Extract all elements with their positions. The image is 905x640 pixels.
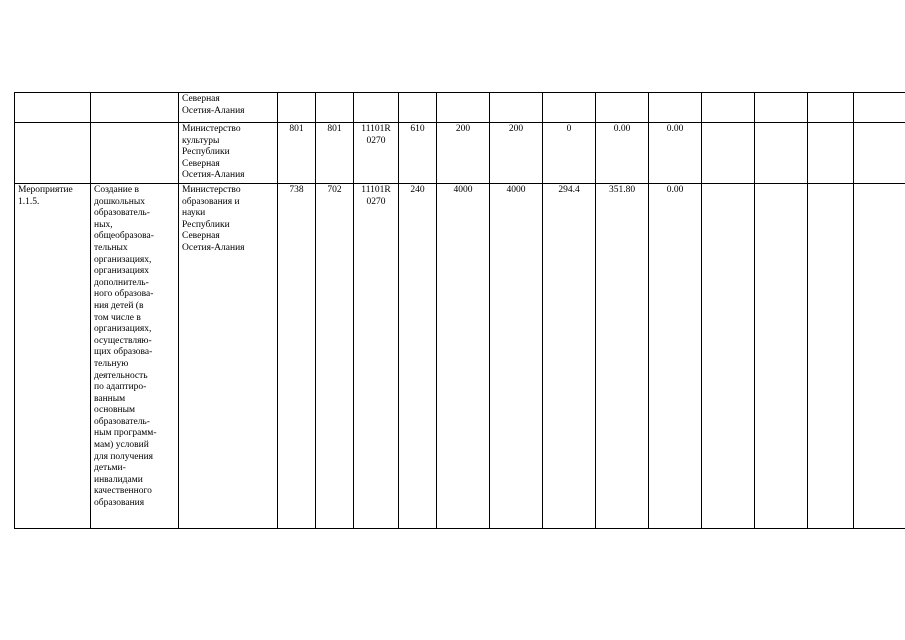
value-cell [278, 93, 316, 123]
table-row [15, 184, 905, 529]
value-cell [854, 184, 905, 529]
budget-table [14, 92, 905, 529]
value-cell [399, 93, 437, 123]
value-cell [702, 184, 755, 529]
activity-description-cell [91, 123, 179, 184]
value-cell [316, 93, 354, 123]
value-cell [755, 123, 808, 184]
activity-name-cell [15, 93, 91, 123]
value-cell [755, 184, 808, 529]
value-cell: 294.4 [543, 184, 596, 529]
activity-description-cell [91, 93, 179, 123]
value-cell [808, 184, 854, 529]
value-cell [854, 93, 905, 123]
value-cell: 4000 [490, 184, 543, 529]
value-cell: 240 [399, 184, 437, 529]
value-cell: 0.00 [596, 123, 649, 184]
table-row [15, 93, 905, 123]
executor-cell: Северная Осетия-Алания [179, 93, 278, 123]
value-cell: 738 [278, 184, 316, 529]
value-cell: 351.80 [596, 184, 649, 529]
value-cell [808, 93, 854, 123]
table-body [15, 93, 905, 529]
activity-name-cell [15, 123, 91, 184]
value-cell: 0.00 [649, 123, 702, 184]
table-row [15, 123, 905, 184]
value-cell: 801 [316, 123, 354, 184]
value-cell [649, 93, 702, 123]
value-cell [808, 123, 854, 184]
executor-cell: Министерство культуры Республики Северная Осетия-Алания [179, 123, 278, 184]
value-cell: 200 [490, 123, 543, 184]
value-cell [354, 93, 399, 123]
executor-cell: Министерство образования и науки Республики Северная Осетия-Алания [179, 184, 278, 529]
value-cell [702, 123, 755, 184]
value-cell: 801 [278, 123, 316, 184]
value-cell [854, 123, 905, 184]
value-cell [490, 93, 543, 123]
value-cell [596, 93, 649, 123]
value-cell: 0 [543, 123, 596, 184]
value-cell [702, 93, 755, 123]
value-cell: 702 [316, 184, 354, 529]
value-cell [543, 93, 596, 123]
value-cell: 0.00 [649, 184, 702, 529]
activity-name-cell: Мероприятие 1.1.5. [15, 184, 91, 529]
value-cell: 4000 [437, 184, 490, 529]
value-cell [755, 93, 808, 123]
value-cell: 11101R 0270 [354, 123, 399, 184]
value-cell: 200 [437, 123, 490, 184]
activity-description-cell: Создание в дошкольных образователь- ных, общеобразова- тельных организациях, организациях дополнитель- ного образова- ния детей (в том числе в организациях, осуществляю- щих образова- тельную деятельность по адаптиро- ванным основным образователь- ным программ- мам) условий для получения детьми- инвалидами качественного образования [91, 184, 179, 529]
value-cell [437, 93, 490, 123]
value-cell: 11101R 0270 [354, 184, 399, 529]
value-cell: 610 [399, 123, 437, 184]
